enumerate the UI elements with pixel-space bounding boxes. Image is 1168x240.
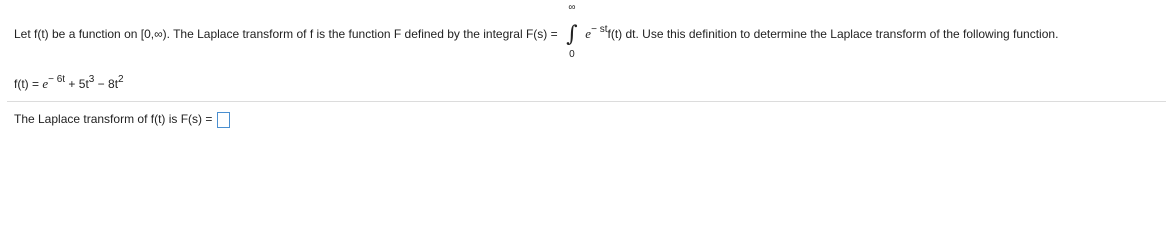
function-term-2: + 5t	[65, 77, 89, 91]
integrand-exponent: − st	[591, 24, 608, 36]
section-divider	[7, 101, 1166, 102]
answer-row	[14, 112, 230, 128]
answer-prompt: The Laplace transform of f(t) is F(s) =	[14, 112, 213, 127]
function-definition	[14, 76, 124, 94]
function-exp-base: e	[42, 76, 49, 91]
function-exponent-2: 3	[88, 74, 95, 85]
function-term-3: − 8t	[94, 77, 119, 91]
function-exponent-1: − 6t	[48, 74, 66, 85]
integral-symbol	[565, 2, 579, 60]
problem-statement	[14, 2, 1059, 60]
function-exponent-3: 2	[118, 74, 124, 85]
answer-input[interactable]	[217, 112, 230, 128]
problem-intro: Let f(t) be a function on [0,∞). The Laplace transform of f is the function F defined by the integral F(s) =	[14, 27, 561, 42]
integral-lower-limit: 0	[569, 49, 575, 60]
integrand-base: e	[585, 26, 592, 42]
function-lhs: f(t) =	[14, 77, 43, 91]
problem-instruction: Use this definition to determine the Laplace transform of the following function.	[642, 27, 1059, 42]
integrand-rest: f(t) dt.	[607, 27, 639, 42]
integral-sign: ∫	[566, 22, 578, 47]
integral-upper-limit: ∞	[568, 2, 576, 13]
